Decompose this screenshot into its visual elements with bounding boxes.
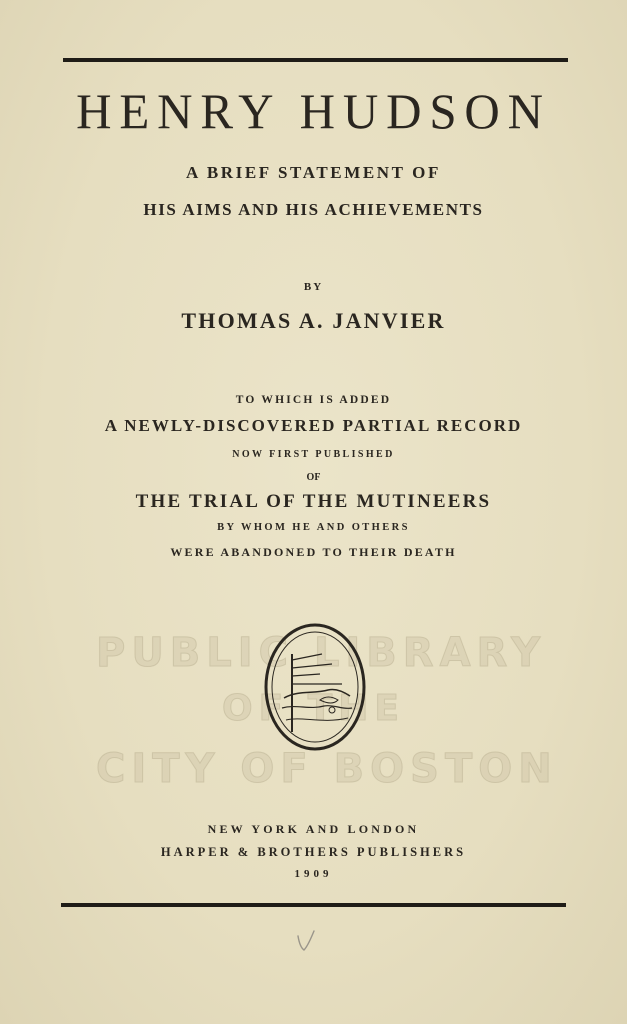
library-stamp-line-1: PUBLIC LIBRARY xyxy=(96,630,547,676)
library-stamp-line-2: OF THE xyxy=(221,688,405,729)
imprint-publisher: HARPER & BROTHERS PUBLISHERS xyxy=(160,845,467,859)
imprint-place: NEW YORK AND LONDON xyxy=(207,822,420,836)
added-first-published: NOW FIRST PUBLISHED xyxy=(232,449,395,460)
added-intro: TO WHICH IS ADDED xyxy=(235,394,392,406)
added-abandoned: WERE ABANDONED TO THEIR DEATH xyxy=(170,545,457,559)
added-trial: THE TRIAL OF THE MUTINEERS xyxy=(135,491,492,512)
added-of: OF xyxy=(306,472,321,483)
subtitle-line-2: HIS AIMS AND HIS ACHIEVEMENTS xyxy=(143,200,484,219)
added-by-whom: BY WHOM HE AND OTHERS xyxy=(217,522,410,533)
book-title: HENRY HUDSON xyxy=(76,83,551,139)
top-rule xyxy=(63,58,568,62)
library-seal-icon xyxy=(262,620,368,754)
imprint-year: 1909 xyxy=(294,868,333,880)
subtitle-line-1: A BRIEF STATEMENT OF xyxy=(186,163,441,182)
library-stamp-line-3: CITY OF BOSTON xyxy=(96,746,558,792)
author-name: THOMAS A. JANVIER xyxy=(181,308,446,333)
by-line: BY xyxy=(303,281,324,293)
bottom-rule xyxy=(61,903,566,907)
added-record: A NEWLY-DISCOVERED PARTIAL RECORD xyxy=(104,416,523,435)
pencil-check-mark-icon xyxy=(294,926,318,954)
